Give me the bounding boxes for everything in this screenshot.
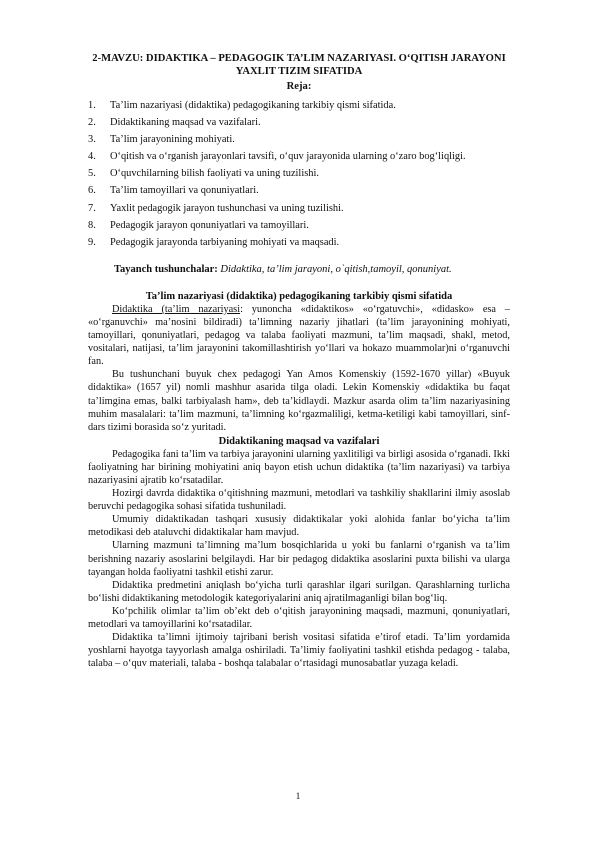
paragraph: Ko‘pchilik olimlar ta’lim ob’ekt deb o‘qitish jarayonining maqsadi, mazmuni, qonuniyatlari, metodlari va tamoyillarini ko‘rsatadilar. xyxy=(88,605,510,630)
plan-item-number: 2. xyxy=(88,117,96,129)
section-heading: Ta’lim nazariyasi (didaktika) pedagogikaning tarkibiy qismi sifatida xyxy=(145,290,453,302)
plan-item-text: Pedagogik jarayon qonuniyatlari va tamoyillari. xyxy=(110,219,309,231)
paragraph: Umumiy didaktikadan tashqari xususiy didaktikalar yoki alohida fanlar bo‘yicha ta’lim metodikasi deb ataluvchi didaktikalar ham mavjud. xyxy=(88,514,510,539)
plan-item-text: O‘quvchilarning bilish faoliyati va uning tuzilishi. xyxy=(110,168,319,180)
plan-item-text: Ta’lim tamoyillari va qonuniyatlari. xyxy=(110,185,259,197)
plan-item xyxy=(88,182,510,199)
plan-item-number: 5. xyxy=(88,168,96,180)
paragraph: Didaktika ta’limni ijtimoiy tajribani berish vositasi sifatida e’tirof etadi. Ta’lim yordamida yoshlarni hayotga tayyorlash amalga oshiriladi. Ta’limiy faoliyatini tashkil etishda pedagog - talaba, talaba – o‘quv materiali, talaba - boshqa talabalar o‘rtasidagi munosabatlar yuzaga keladi. xyxy=(88,632,510,670)
paragraph-text: : yunoncha «didaktikos» «o‘rgatuvchi», «didasko» esa – «o‘rganuvchi» ma’nosini bildiradi) ta’limning nazariy jihatlari (ta’lim jarayonining mohiyati, tamoyillari, qonuniyatlari, pedagog va talaba faoliyati mazmuni, ta’lim maqsadi, shakl, metod, vositalari, natijasi, ta’lim jarayonini takomillashtirish yo‘llari va hokazo muammolar)ni o‘rganuvchi fan. xyxy=(88,303,510,368)
plan-heading: Reja: xyxy=(286,81,312,92)
document-title: 2-MAVZU: DIDAKTIKA – PEDAGOGIK TA’LIM NAZARIYASI. O‘QITISH JARAYONI YAXLIT TIZIM SIFATIDA xyxy=(92,53,506,77)
paragraph: Bu tushunchani buyuk chex pedagogi Yan Amos Komenskiy (1592-1670 yillar) «Buyuk didaktika» (1657 yil) nomli mashhur asarida tilga oladi. Lekin Komenskiy «didaktika bu faqat ta’limgina emas, balki tarbiyalash ham», deb ta’kidlaydi. Mazkur asarda olim ta’lim nazariyasining muhim masalalari: ta’lim mazmuni, ta’limning ko‘rgazmaliligi, ketma-ketiligi kabi tamoyillari, sinf-dars tizimi borasida so‘z yuritadi. xyxy=(88,369,510,433)
plan-item xyxy=(88,217,510,234)
term-underlined: Didaktika (ta’lim nazariyasi xyxy=(112,303,241,315)
plan-item xyxy=(88,114,510,131)
paragraph: Didaktika predmetini aniqlash bo‘yicha turli qarashlar ilgari surilgan. Qarashlarning turlicha bo‘lishi didaktikaning metodologik kategoriyalarini aniq ajratilmaganligi bilan bog‘liq. xyxy=(88,579,510,604)
plan-item-text: Yaxlit pedagogik jarayon tushunchasi va uning tuzilishi. xyxy=(110,202,344,214)
document-page xyxy=(88,52,510,670)
keywords-line xyxy=(88,263,510,276)
plan-item-text: O‘qitish va o‘rganish jarayonlari tavsifi, o‘quv jarayonida ularning o‘zaro bog‘liqligi. xyxy=(110,151,466,163)
plan-item xyxy=(88,148,510,165)
section-heading: Didaktikaning maqsad va vazifalari xyxy=(218,435,380,447)
plan-item-number: 8. xyxy=(88,219,96,231)
paragraph xyxy=(88,303,510,368)
keywords-text: Didaktika, ta’lim jarayoni, o`qitish,tamoyil, qonuniyat. xyxy=(217,263,452,275)
plan-item xyxy=(88,234,510,251)
plan-list xyxy=(88,97,510,251)
plan-item-number: 4. xyxy=(88,151,96,163)
plan-item xyxy=(88,131,510,148)
plan-item xyxy=(88,97,510,114)
paragraph: Ularning mazmuni ta’limning ma’lum bosqichlarida u yoki bu fanlarni o‘rganish va ta’lim berishning nazariy asoslarini belgilaydi. Har bir pedagog didaktika asoslarini puxta bilishi va ularga tayangan holda faoliyatni tashkil etishi zarur. xyxy=(88,540,510,578)
plan-item-text: Didaktikaning maqsad va vazifalari. xyxy=(110,117,261,129)
plan-item xyxy=(88,200,510,217)
plan-item-text: Ta’lim jarayonining mohiyati. xyxy=(110,134,235,146)
plan-item-number: 7. xyxy=(88,202,96,214)
plan-item-number: 9. xyxy=(88,236,96,248)
plan-item-text: Pedagogik jarayonda tarbiyaning mohiyati va maqsadi. xyxy=(110,236,340,248)
plan-item xyxy=(88,165,510,182)
plan-item-text: Ta’lim nazariyasi (didaktika) pedagogikaning tarkibiy qismi sifatida. xyxy=(110,100,396,111)
keywords-label: Tayanch tushunchalar: xyxy=(114,263,218,275)
paragraph: Pedagogika fani ta’lim va tarbiya jarayonini ularning yaxlitiligi va birligi asosida o‘rganadi. Ikki faoliyatning har birining mohiyatini aniq bayon etish uchun didaktika (ta’lim nazariyasi) va tarbiya nazariyasini ajratib ko‘rsatadilar. xyxy=(88,448,510,486)
plan-item-number: 6. xyxy=(88,185,96,197)
page-number: 1 xyxy=(295,792,301,802)
plan-item-number: 3. xyxy=(88,134,96,146)
paragraph: Hozirgi davrda didaktika o‘qitishning mazmuni, metodlari va tashkiliy shakllarini ilmiy asoslab beruvchi pedagogika sohasi sifatida tushuniladi. xyxy=(88,488,510,513)
plan-item-number: 1. xyxy=(88,100,96,111)
